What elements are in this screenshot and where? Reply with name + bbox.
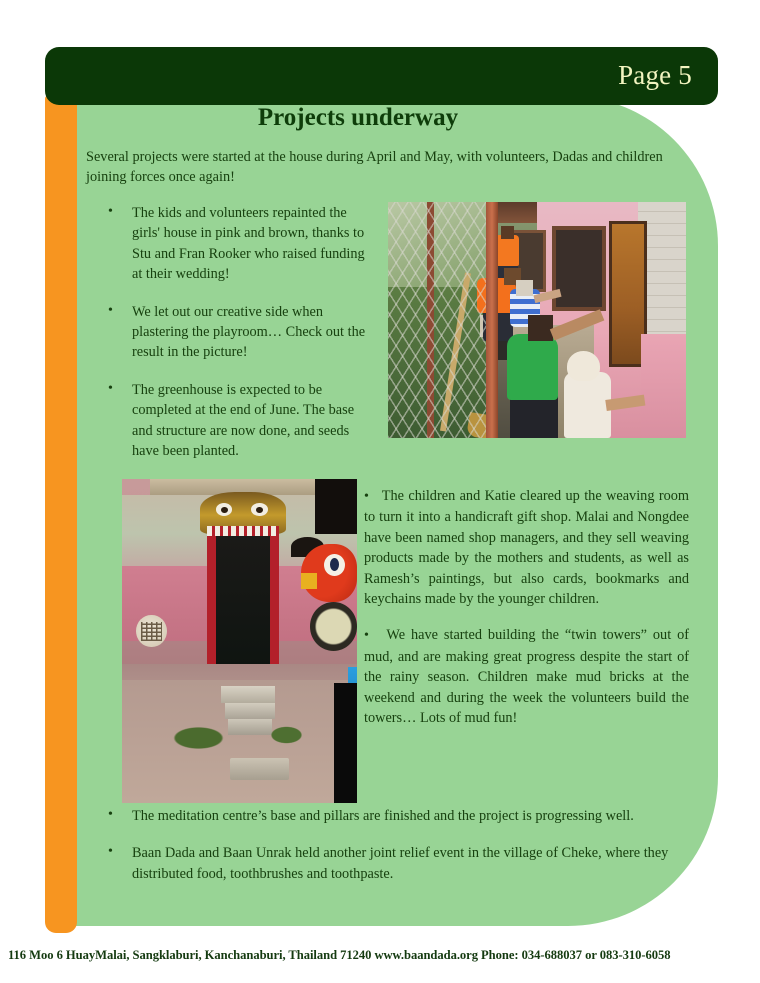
photo-person [501, 226, 514, 239]
photo-grass [268, 725, 306, 744]
photo-chainlink-fence [388, 202, 495, 438]
bullet-list-right [364, 486, 689, 744]
photo-step [221, 686, 275, 702]
photo-circular-mural [310, 602, 357, 651]
bullet-list-left [100, 203, 368, 478]
list-item [364, 486, 689, 609]
photo-doorway [216, 531, 270, 677]
page-number-label: Page 5 [618, 59, 692, 90]
list-item: • We let out our creative side when plastering the playroom… Check out the result in the picture! [100, 302, 368, 363]
photo-step [228, 719, 273, 735]
photo-step [225, 703, 274, 719]
photo-mask-pupil [221, 507, 228, 513]
photo-person [564, 372, 612, 438]
page-footer: 116 Moo 6 HuayMalai, Sangklaburi, Kanchanaburi, Thailand 71240 www.baandada.org Phone: 034-688037 or 083-310-6058 [8, 948, 671, 962]
photo-person [510, 396, 558, 438]
bullet-dot-icon: • [364, 489, 382, 504]
bullet-list-bottom [100, 806, 670, 901]
list-item [364, 625, 689, 728]
painting-photo [388, 202, 686, 438]
photo-fence-post [486, 202, 498, 438]
photo-person [507, 334, 558, 400]
list-item-text: The children and Katie cleared up the weaving room to turn it into a handicraft gift shop. Malai and Nongdee have been named shop managers, and they sell weaving products made by the mothers and students, as well as Ramesh’s paintings, but also cards, bookmarks and keychains made by the younger children. [364, 488, 690, 608]
photo-bird-beak [301, 573, 317, 589]
list-item: • The meditation centre’s base and pillars are finished and the project is progressing well. [100, 806, 670, 826]
photo-dark-area [315, 479, 357, 534]
photo-person [516, 280, 532, 297]
page-title: Projects underway [257, 104, 459, 131]
list-item: • The greenhouse is expected to be completed at the end of June. The base and structure are now done, and seeds have been planted. [100, 380, 368, 462]
photo-person [567, 351, 600, 382]
photo-person [495, 235, 519, 266]
photo-dark-corner [334, 683, 358, 803]
mudhouse-photo [122, 479, 357, 803]
bullet-dot-icon: • [364, 628, 387, 644]
list-item: • Baan Dada and Baan Unrak held another joint relief event in the village of Cheke, where they distributed food, toothbrushes and toothpaste. [100, 843, 670, 884]
photo-mask-teeth [207, 526, 280, 536]
photo-stone-slab [230, 758, 289, 781]
intro-paragraph: Several projects were started at the house during April and May, with volunteers, Dadas and children joining forces once again! [86, 149, 663, 185]
photo-window-bars [141, 622, 162, 641]
list-item: • The kids and volunteers repainted the girls' house in pink and brown, thanks to Stu and Fran Rooker who raised funding at their wedding! [100, 203, 368, 285]
photo-window [552, 226, 606, 311]
photo-pink-panel [641, 334, 686, 438]
photo-mask-pupil [256, 507, 263, 513]
list-item-text: We have started building the “twin towers” out of mud, and are making great progress despite the start of the rainy season. Children make mud bricks at the weekend and during the week the volunteers build the towers… Lots of mud fun! [364, 627, 689, 727]
photo-grass [169, 725, 228, 751]
